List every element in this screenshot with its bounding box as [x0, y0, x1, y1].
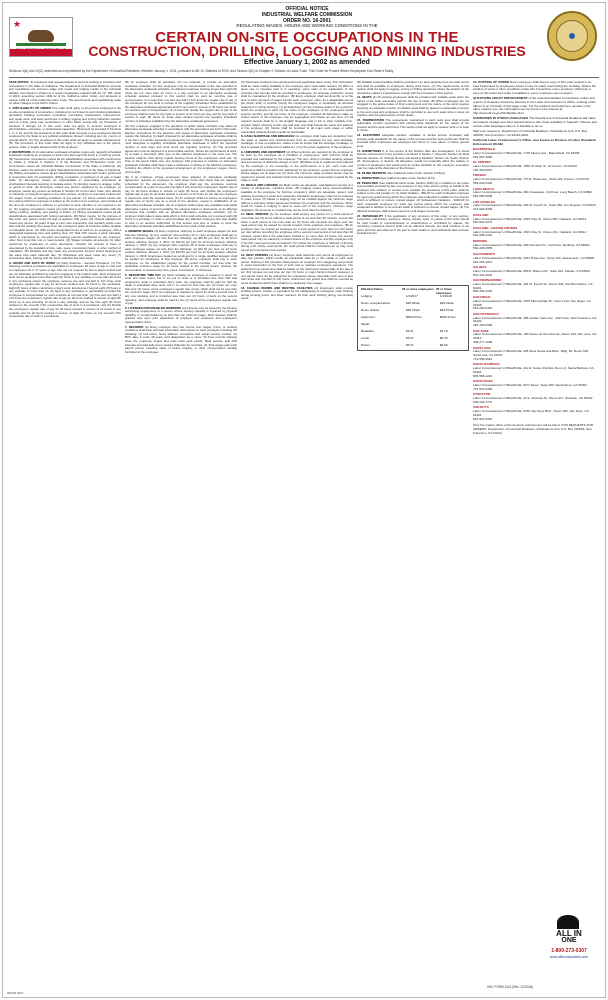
office-phone: 213-620-6330: [473, 207, 493, 212]
office-city: SACRAMENTO: [473, 252, 496, 257]
effective-date: Effective January 1, 2002 as amended: [244, 59, 370, 66]
logo-name-a: ALL IN: [556, 929, 582, 938]
office-city: SAN DIEGO: [473, 295, 491, 300]
office-phone: 510-622-3273: [473, 220, 493, 225]
article-paragraph: [125, 326, 237, 354]
office-city: REDDING: [473, 239, 488, 244]
article-heading: 13. CHANGE ROOMS AND RESTING FACILITIES: [241, 285, 313, 290]
flag-grass: [16, 43, 66, 46]
article-heading: 17. EXEMPTIONS: [357, 148, 382, 153]
poster-title-line-2: CONSTRUCTION, DRILLING, LOGGING AND MINING INDUSTRIES: [88, 43, 526, 59]
article-text: (D) Any employer engaged in the operation of public works contracts may adopt an alternative workweek schedule in accordance with the procedures set forth in this order. Election procedures for the adoption and repeal of alternative workweek schedules require the following: (1) Each proposal for an alternative workweek schedule shall be in the form of a written agreement proposed by the employer. The proposed agreement must designate a regularly scheduled alternative workweek in which the specified number of work days and work hours are regularly recurring. (2) The proposed agreement must be adopted in a secret ballot election, before the performance of work, by at least a two-thirds (2/3) vote of the affected employees in the work unit. The election shall be held during regular working hours at the employees' work site. (3) Prior to the secret ballot vote, any employer who proposes to institute an alternative workweek schedule shall have made a disclosure in writing to the affected employees, including the effects of the proposed arrangement on the employees' wages, hours, and benefits.: [125, 123, 237, 174]
article-heading: 11. MEAL PERIODS: [241, 212, 269, 217]
footer-code: IWC16 0117: [7, 991, 24, 995]
commission-name: INDUSTRIAL WELFARE COMMISSION: [261, 12, 353, 18]
article-text: (A) No employer shall employ any person for a work period of more than five (5) hours without a meal period of not less than 30 minutes, except that when a work period of not more than six (6) hours will complete the day's work the meal period may be waived by mutual consent of the employer and employee. (B) An employer may not employ an employee for a work period of more than ten (10) hours per day without providing the employee with a second meal period of not less than 30 minutes, except that if the total hours worked is no more than 12 hours, the second meal period may be waived by mutual consent of the employer and the employee only if the first meal period was not waived. (C) Unless the employee is relieved of all duty during a 30 minute meal period, the meal period shall be considered an on duty meal period and counted as time worked.: [241, 212, 353, 252]
office-phone: 415-703-5300: [473, 323, 493, 328]
article-text: If, in the opinion of the Division after due investigation, it is found that the enforcement of any provision contained in Section 7, Records; Section 12, Rest Periods; Section 13, Change Rooms and Resting Facilities; Section 14, Seats; Section 15, Temperature; or Section 16, Elevators, would not materially affect the welfare or comfort of employees and would work an undue hardship on the employer, exemption may be made at the discretion of the Division.: [357, 148, 469, 171]
posting-heading: 22. POSTING OF ORDER: [473, 81, 510, 84]
article-heading: 19. INSPECTION: [357, 175, 380, 180]
text-column-3: [241, 81, 353, 961]
article-paragraph: [241, 151, 353, 183]
article-text: (A) An alternative workweek schedule means any regularly scheduled workweek requiring an employee to work more than eight (8) hours in a 24-hour period. (B) Construction occupations means all job classifications associated with construction by Article 2, Chapter 9, Division 3 of the Business and Professions Code. (C) Commission means the Industrial Welfare Commission of the State of California. (D) Division means the Division of Labor Standards Enforcement of the State of California. (E) Drilling occupations means all job classifications associated with and/or performed in conjunction with, the exploration, drilling, completion, or workover of oil, gas, or water wells. (F) Emergency means an unpredictable or unavoidable occurrence at unscheduled intervals requiring immediate action. (G) Employ means to engage, suffer, or permit to work. (H) Employee means any person employed by an employer. (I) Employer means any person as defined in Section 18 of the Labor Code, who directly or indirectly, or through an agent or any other person, employs or exercises control over the wages, hours, or working conditions of any person. (J) Hours worked means the time during which an employee is subject to the control of an employer, and includes all the time the employee is suffered or permitted to work, whether or not required to do so. (K) Logging occupations means any work that is performed in conjunction with the felling, bucking, skidding, and yarding of timber. (L) Mining occupations means all job classifications associated with mining operations. (M) Minor means, for the purpose of this order, any person under the age of eighteen (18) years. (N) Outside salesperson means any person, 18 years of age or over, who customarily and regularly works more than half the working time away from the employer's place of business selling tangible or intangible items. (O) Shift means designated hours of work by an employee, with a designated beginning time and quitting time. (P) Split shift means a work schedule, which is interrupted by non-paid non-working periods established by the employer, other than bona fide rest or meal periods. (Q) Wages includes all amounts for labor performed by employees of every description, whether the amount is fixed or ascertained by the standard of time, task, piece, commission basis, or other method of calculation. (R) Workday and day mean any consecutive 24-hour period beginning at the same time each calendar day. (S) Workweek and week mean any seven (7) consecutive days, starting with the same calendar day each week.: [9, 149, 121, 261]
table-col-26: 26 or more employees: [402, 287, 434, 291]
table-cell: 1/1/2017: [406, 294, 418, 298]
office-address: Labor Commissioner's Office/DLSE, 1515 Clay St., Room 401, Oakland, CA 94612: [473, 229, 587, 234]
state-seal-icon: [547, 11, 597, 61]
office-phone: 530-225-2655: [473, 246, 493, 251]
article-paragraph: [125, 230, 237, 273]
footer-form-number: IWC FORM 1116 (Rev. 12/2016): [487, 985, 533, 989]
article-text: (A) Daily Overtime - General Provisions. (1) The following overtime provisions are applicable to employees 18 years of age or over and to employees 16 or 17 years of age who are not required by law to attend school and are not otherwise prohibited by law from engaging in the subject work. Such employees shall not be employed more than eight (8) hours in any workday or more than 40 hours in any workweek unless the employee receives one and one-half (1 1/2) times such employee's regular rate of pay for all hours worked over 40 hours in the workweek. Eight (8) hours of labor constitutes a day's work. Employment beyond eight (8) hours in any workday or more than six (6) days in any workweek is permissible provided the employee is compensated for such overtime at not less than: (a) One and one-half (1 1/2) times the employee's regular rate of pay for all hours worked in excess of eight (8) hours up to and including 12 hours in any workday, and for the first eight (8) hours worked on the seventh (7th) consecutive day of work in a workweek; and (b) Double the employee's regular rate of pay for all hours worked in excess of 12 hours in any workday and for all hours worked in excess of eight (8) hours on the seventh (7th) consecutive day of work in a workweek.: [9, 260, 121, 319]
questions-heading: QUESTIONS ABOUT ENFORCEMENT: [473, 96, 528, 101]
flag-star-icon: ★: [13, 19, 22, 29]
office-address: Labor Commissioner's Office/DLSE, 7718 Meany Ave., Bakersfield, CA 93308: [473, 150, 580, 155]
table-col-25: 25 or fewer employees: [436, 287, 452, 295]
all-in-one-logo: [543, 915, 595, 967]
article-text: Adequate elevator, escalator or similar service consistent with industry-wide standards for the nature of the process and the work performed shall be provided when employees are employed four floors or more above or below ground level.: [357, 133, 469, 148]
office-city: STOCKTON: [473, 392, 491, 397]
flag-bear-icon: [28, 30, 54, 42]
article-heading: 2. DEFINITIONS: [9, 149, 31, 154]
table-cell: $38.72/wk: [406, 308, 420, 312]
table-title: Effective Dates: [361, 287, 383, 291]
article-heading: 21. SEPARABILITY: [357, 213, 384, 218]
article-paragraph: [9, 107, 121, 150]
office-phone: 619-220-5451: [473, 306, 493, 311]
commissioner-heading: California Labor Commissioner's Office, also known as Division of Labor Standards Enforcement (DLSE): [473, 137, 597, 146]
table-row-label: Room shared: [361, 308, 380, 312]
article-paragraph: [357, 81, 469, 95]
article-heading: 9. UNIFORMS AND EQUIPMENT: [241, 149, 286, 154]
office-phone: 760-353-0607: [473, 167, 493, 172]
article-text: (A) Every employer who has control over wages, hours, or working conditions shall keep accurate information with respect to each employee including the following: (1) Full name, home address, occupation and social security number. (2) Birth date, if under 18 years, and designation as a minor. (3) Time records showing when the employee begins and ends each work period. Meal periods, split shift intervals and total daily hours worked shall also be recorded. (4) Total wages paid each payroll period, including value of board, lodging, or other compensation actually furnished to the employee.: [125, 324, 237, 354]
logo-mark-icon: [557, 915, 579, 929]
seal-inner: [556, 20, 588, 52]
article-text: (B) Suitable resting facilities shall be provided in an area separate from the toilet rooms and shall be available to employees during work hours. (C) The requirements of this section shall not apply to logging, mining or drilling operations where the location of the operations makes it impractical to comply with the provisions of this section.: [357, 81, 469, 95]
office-address: Labor Commissioner's Office/DLSE, 250 Hemsted Dr., 2nd Floor, Redding, CA 96002: [473, 242, 590, 247]
office-address: Labor Commissioner's Office/DLSE, 6150 Van Nuys Blvd., Room 206, Van Nuys, CA 91401: [473, 409, 589, 417]
office-city: VAN NUYS: [473, 405, 489, 410]
table-row-label: Breakfast: [361, 329, 374, 333]
article-heading: 12. REST PERIODS: [241, 252, 269, 257]
article-paragraph: [357, 182, 469, 214]
article-text: (A) Meal means an adequate, well-balanced serving of a variety of wholesome, nutritious foods. (B) Lodging means living accommodations available to the employee for full-time occupancy which are adequate, decent, and sanitary according to usual and customary standards. Employees shall not be required to share a bed. (C) Meals or lodging may not be credited against the minimum wage without a voluntary written agreement between the employer and the employee. When credit for meals or lodging is used to meet part of the employer's minimum wage obligation, the amounts so credited may not be more than the following:: [241, 182, 353, 212]
table-row-label: Lunch: [361, 336, 370, 340]
questions-text: of the Industrial Welfare Commission orders and reports of violations should be directed to the Labor Commissioner's Office. A listing of the offices is on the back of this wage order. For the address and telephone number of the office nearest you, the information can be found on the internet at http://www.dir.ca.gov/DLSE/dlse.html.: [473, 96, 596, 116]
article-text: If the application of any provision of this order, or any section, subsection, subdivision, sentence, clause, phrase, word, or portion of this order should be held invalid or unconstitutional or unauthorized or prohibited by statute, the remaining provisions thereof shall not be affected thereby, but shall continue to be given full force and effect as if the part so held invalid or unconstitutional had not been included herein.: [357, 213, 469, 236]
wage-order-poster: [2, 2, 606, 998]
article-paragraph: [357, 96, 469, 117]
article-heading: 4. MINIMUM WAGES: [125, 228, 154, 233]
office-address: Labor Commissioner's Office/DLSE, 455 Golden Gate Ave., 10th Floor, San Francisco, CA 94102: [473, 315, 597, 324]
office-phone: 209-948-7770: [473, 399, 493, 404]
table-cell: $6.99: [440, 343, 448, 347]
article-heading: 1. APPLICABILITY OF ORDER: [9, 106, 51, 111]
office-city: SANTA BARBARA: [473, 362, 500, 367]
article-paragraph: [9, 151, 121, 261]
office-city: SAN FRANCISCO: [473, 311, 499, 316]
article-text: (See California Labor Code, Section 1174): [380, 175, 435, 180]
closing-text: Only the master office of the dynamic enforcement will be listed. FOR REQUESTS FOR ORDERS: Department of Industrial Relations, Publications Unit, P.O. Box 420603, San Francisco, CA 94142: [473, 423, 594, 435]
header-divider: [9, 77, 599, 78]
office-city: FRESNO: [473, 173, 486, 178]
office-city: SANTA ROSA: [473, 379, 494, 384]
seal-center: [569, 33, 575, 39]
office-city: SANTA ANA: [473, 345, 491, 350]
article-paragraph: [357, 134, 469, 148]
office-phone: 510-285-2118: [473, 233, 493, 238]
article-text: To employers and representatives of persons working in industries and occupations in the State of California: The Department of Industrial Relations amends and republishes the minimum wage and meals and lodging credits in the Industrial Welfare Commission's Orders as a result of legislation enacted (AB 10, Ch. 351, Stats of 2013, amending section 1182.12 of the California Labor Code), and pursuant to section 1182.13 of the California Labor Code. The amendments and republishing make no other changes to the IWC's Orders.: [9, 81, 121, 106]
office-address: Labor Commissioner's Office/DLSE, 7575 Metropolitan Dr., Room 210, San Diego, CA 92108: [473, 298, 591, 307]
office-phone: 559-244-5340: [473, 180, 493, 185]
posting-text: Every employer shall keep a copy of this order posted in an area frequented by employees where it may be easily read during the workday. Where the location of work or other conditions make this impractical, every employer shall keep a copy of this order and make it available to every employee upon request.: [473, 81, 597, 96]
office-list: [473, 148, 597, 421]
table-row-label: Dinner: [361, 343, 370, 347]
article-text: The temperature maintained in each work area shall provide reasonable comfort consistent with industry-wide standards for the nature of the process and the work performed. This section shall not apply to outdoor work or to work in mines.: [357, 117, 469, 133]
article-heading: 10. MEALS AND LODGING: [241, 182, 278, 187]
article-text: (See California Labor Code, Section 1174(a)): [386, 171, 445, 176]
article-paragraph: [241, 287, 353, 301]
logo-name-b: ONE: [561, 937, 577, 944]
office-address: Labor Commissioner's Office/DLSE, 320 W. Fourth St., Suite 450, Los Angeles, CA 90013: [473, 203, 596, 208]
article-paragraph: [241, 81, 353, 134]
article-paragraph: [241, 135, 353, 149]
summaries-heading: SUMMARIES IN OTHER LANGUAGES: [473, 116, 529, 121]
article-paragraph: [125, 125, 237, 175]
article-text: (A) All working employees shall be provided with suitable seats when the nature of the work reasonably permits the use of seats. (B) When employees are not engaged in the active duties of their employment and the nature of the work requires standing, an adequate number of suitable seats shall be placed in reasonable proximity to the work area and employees shall be permitted to use such seats when it does not interfere with the performance of their duties.: [357, 95, 469, 118]
article-paragraph: [125, 81, 237, 124]
article-heading: 7. RECORDS: [125, 324, 144, 329]
office-city: BAKERSFIELD: [473, 147, 496, 152]
article-paragraph: [9, 81, 121, 106]
office-address: Labor Commissioner's Office/DLSE, 31 E. Channel St., Room 317, Stockton, CA 95202: [473, 396, 593, 401]
office-phone: 916-263-1811: [473, 259, 493, 264]
office-address: Labor Commissioner's Office/DLSE, 2031 Howe Ave., Suite 100, Sacramento, CA 95825: [473, 255, 595, 260]
office-city: SAN BERNARDINO: [473, 278, 502, 283]
article-paragraph: [357, 119, 469, 133]
article-paragraph: [241, 213, 353, 252]
article-heading: TAKE NOTICE:: [9, 81, 30, 84]
office-address: Labor Commissioner's Office/DLSE, 100 Paseo de San Antonio, Room 120, San Jose, CA 95113: [473, 332, 597, 341]
table-cell: $46.92/wk: [406, 301, 420, 305]
article-paragraph: [9, 262, 121, 319]
table-cell: $5.20: [440, 336, 448, 340]
article-text: (B) An employer shall be permitted, but not required, to provide an alternative workweek schedule. (C) Any employee may be compensated at the rate specified in the alternative workweek schedule. An affected employee working longer than eight (8) hours but not more than 12 hours in a day pursuant to an alternative workweek schedule adopted pursuant to this section shall be paid an overtime rate of compensation of no less than one and one-half (1 1/2) times the regular rate of pay of the employee for any work in excess of the regularly scheduled hours established by the alternative workweek agreement and for any work in excess of 40 hours per week. An overtime rate of compensation of no less than double the regular rate of pay of the employee shall be paid for any work in excess of 12 hours per day and for any work in excess of eight (8) hours on those days worked beyond the regularly scheduled number of workdays established by the alternative workweek agreement.: [125, 81, 237, 124]
article-text: This order shall apply to all persons employed in the on-site occupations of construction, including but not limited to work involving alteration, demolition, building, excavation, renovation, remodeling, maintenance, improvement, and repair work, and work performed in drilling, logging and mining industries whether paid on a time, piece rate, commission, or other basis, except that: (A) Provisions of Sections 3 through 12 of this order shall not apply to persons employed in administrative, executive, or professional capacities. (B) Except as provided in Sections 1, 2, 4, 10, and 20, the provisions of this order shall not apply to any employees directly employed by the State or any political subdivision thereof, including any city, county, or special district. (C) The provisions of this order shall not apply to outside salespersons. (D) The provisions of this order shall not apply to any individual who is the parent, spouse, child, or legally adopted child of the employer.: [9, 106, 121, 150]
article-paragraph: [125, 307, 237, 325]
article-text: (A) Every employer shall authorize and permit all employees to take rest periods, which insofar as practicable shall be in the middle of each work period. Nothing in this provision shall prevent an employer from staggering rest periods to avoid interruption in the flow of work and to maintain continuous operations. The authorized rest period time shall be based on the total hours worked daily at the rate of ten (10) minutes net rest time per four (4) hours or major fraction thereof. However, a rest period need not be authorized for employees whose total daily work time is less than three and one-half (3 1/2) hours. Authorized rest period time shall be counted as hours worked for which there shall be no deduction from wages.: [241, 252, 353, 286]
table-cell: 1/1/2018: [440, 294, 452, 298]
table-cell: $563.57/mo: [406, 315, 422, 319]
office-phone: 707-576-2362: [473, 386, 493, 391]
office-city: OAKLAND: [473, 212, 489, 217]
office-phone: 818-901-5315: [473, 416, 493, 421]
article-paragraph: [241, 184, 353, 212]
article-paragraph: [357, 150, 469, 171]
table-cell: $3.78: [440, 329, 448, 333]
article-paragraph: [357, 215, 469, 236]
table-cell: $590.37/mo: [440, 315, 456, 319]
article-heading: 8. CASH SHORTAGE AND BREAKAGE: [241, 134, 295, 139]
table-row-label: Lodging:: [361, 294, 373, 298]
article-heading: 20. PENALTIES: [357, 180, 378, 185]
office-phone: 805-568-1222: [473, 373, 493, 378]
office-phone: 562-590-5048: [473, 193, 493, 198]
office-address: Labor Commissioner's Office/DLSE, 1515 Clay St., Room 801, Oakland, CA 94612: [473, 216, 587, 221]
article-text: (A) A license may be issued by the Division authorizing employment of a person whose earning capacity is impaired by physical disability or mental deficiency at less than the minimum wage. Such licenses shall be granted only upon joint application of employer and employee and employee's representative if any.: [125, 305, 237, 325]
table-cell: $3.61: [406, 329, 414, 333]
office-city: LOS ANGELES: [473, 199, 496, 204]
article-heading: 6. LICENSES FOR DISABLED WORKERS: [125, 305, 182, 310]
article-text: (A) Employers shall provide suitable lockers, closets, or equivalent for the safekeeping of employees' outer clothing during working hours, and when required, for their work clothing during non-working hours.: [241, 285, 353, 301]
article-heading: 15. TEMPERATURE: [357, 117, 385, 122]
labor-commissioner-offices: [473, 81, 597, 961]
table-cell: $40.57/wk: [440, 308, 454, 312]
office-address: Labor Commissioner's Office/DLSE, 411 E. Canon Perdido, Room 3, Santa Barbara, CA 93101: [473, 366, 594, 374]
office-city: SALINAS: [473, 265, 487, 270]
table-row-label: Meals:: [361, 322, 370, 326]
office-address: Labor Commissioner's Office/DLSE, 950 E. Blanco Rd., Suite 204, Salinas, CA 93901: [473, 268, 591, 273]
table-cell: $4.97: [406, 336, 414, 340]
table-row-label: Apartment: [361, 315, 375, 319]
office-city: LONG BEACH: [473, 186, 494, 191]
flag-red-bar: [10, 49, 72, 56]
office-address: Labor Commissioner's Office/DLSE, 50 D Street, Suite 360, Santa Rosa, CA 95404: [473, 382, 587, 387]
office-city: SAN JOSE: [473, 328, 489, 333]
office-phone: 661-587-3060: [473, 154, 493, 159]
office-city: OAKLAND - HEADQUARTERS: [473, 225, 518, 230]
office-address: Labor Commissioner's Office/DLSE, 605 West Santa Ana Blvd., Bldg. 28, Room 625, Santa Ana, CA 92701: [473, 349, 590, 357]
meals-lodging-table: [357, 285, 469, 351]
article-heading: 18. FILING REPORTS: [357, 171, 387, 176]
office-phone: 831-443-3041: [473, 272, 493, 277]
office-phone: 909-383-4334: [473, 289, 493, 294]
article-text: (E) If an employer, whose employees have adopted an alternative workweek agreement, requires an employee to work fewer hours than those that are regularly scheduled by the agreement, the employer shall pay the employee overtime compensation at a rate of one and one-half (1 1/2) times the employee's regular rate of pay for all hours worked in excess of eight (8) hours, and double the employee's regular rate of pay for all hours worked in excess of 12 hours for the day the employee is required to work the reduced hours. (F) An employer shall not reduce an employee's regular rate of hourly pay as a result of the adoption, repeal or nullification of an alternative workweek schedule. (G) An employer shall explore any available reasonable alternative means of accommodating the religious belief or observance of an affected employee that conflicts with an adopted alternative workweek schedule. (H) An employer shall make a reasonable effort to find a work schedule not to exceed eight (8) hours in a workday, in order to accommodate any affected employee who was eligible to vote in an election authorized by this section and who is unable to work the alternative workweek schedule established as the result of that election.: [125, 174, 237, 229]
office-address: Labor Commissioner's Office/DLSE, 770 E. Shaw Ave., Suite 222, Fresno, CA 93710: [473, 177, 590, 182]
article-heading: 16. ELEVATORS: [357, 133, 381, 138]
article-heading: 14. SEATS: [357, 95, 372, 100]
california-flag-icon: [9, 17, 73, 57]
article-text: (5) Total hours worked in the payroll period and applicable rates of pay. This information shall be made readily available to the employee upon reasonable request. (6) When a piece rate or incentive plan is in operation, piece rates or an explanation of the incentive plan formula shall be provided to employees. An accurate production record shall be maintained by the employer. (B) Every employer shall semimonthly or at the time of each payment of wages furnish each employee, either as a detachable part of the check, draft, or voucher paying the employee's wages, or separately, an itemized statement in writing showing: (1) all deductions; (2) the inclusive dates of the period for which the employee is paid; (3) the name of the employee or the employee's social security number; and (4) the name of the employer, provided all deductions made on written orders of the employee may be aggregated and shown as one item. (C) All required records shall be in the English language and in ink or other indelible form, properly dated, showing month, day and year, and shall include the name and address of the employer. (D) Clocks shall be provided in all major work areas or within reasonable distance thereto insofar as practicable.: [241, 81, 353, 134]
logo-phone: 1-800-273-0307: [551, 948, 587, 954]
office-phone: 408-277-1266: [473, 339, 493, 344]
mail-request-text: Mail your request to: Department of Industrial Relations, Publications Unit, P.O. Box 420603, San Francisco, CA 94142-0603.: [473, 128, 588, 137]
article-text: (See California Labor Code, Section 1199) (A) In addition to any other civil penalties provided by law, any employer or any other person acting on behalf of the employer who violates, or causes to be violated, the provisions of this order, shall be subject to the civil penalty of: (1) Initial Violation - $50.00 for each underpaid employee for each pay period during which the employee was underpaid in addition to the amount which is sufficient to recover unpaid wages. (2) Subsequent Violations - $100.00 for each underpaid employee for each pay period during which the employee was underpaid in addition to an amount which is sufficient to recover unpaid wages. (3) The affected employee shall receive payment of all wages recovered.: [357, 180, 469, 213]
office-address: Labor Commissioner's Office/DLSE, 300 Oceangate, 3rd Floor, Long Beach, CA 90802: [473, 190, 592, 195]
article-text: (A) Each workday an employee is required to report for work and does report, but is not put to work or is furnished less than half said employee's usual or scheduled day's work, the employee shall be paid for half the usual or scheduled day's work, but in no event for less than two (2) hours nor more than four (4) hours, at the employee's regular rate of pay, which shall not be less than the minimum wage. (B) If an employee is required to report for work a second time in any one workday and is furnished less than two (2) hours of work on the second reporting, said employee shall be paid for two (2) hours at the employee's regular rate of pay.: [125, 272, 237, 306]
order-scope: REGULATING WAGES, HOURS AND WORKING CONDITIONS IN THE: [236, 23, 378, 28]
text-column-1: [9, 81, 121, 961]
order-number: ORDER NO. 16-2001: [282, 18, 332, 24]
office-address: Labor Commissioner's Office/DLSE, 1550 W. Main St., El Centro, CA 92243: [473, 164, 577, 169]
summaries-text: The Department of Industrial Relations will make summaries of wage and hour requirements in this Order available in Spanish, Chinese and certain other languages when it is feasible to do so.: [473, 116, 597, 128]
office-phone: 714-558-4910: [473, 356, 493, 361]
table-cell: $6.67: [406, 343, 414, 347]
table-cell: $49.19/wk: [440, 301, 454, 305]
official-notice: OFFICIAL NOTICE: [285, 6, 329, 12]
article-paragraph: [241, 254, 353, 286]
text-column-4: [357, 81, 469, 961]
article-paragraph: [125, 274, 237, 306]
article-heading: 5. REPORTING TIME PAY: [125, 272, 161, 277]
text-column-2: [125, 81, 237, 961]
poster-title-line-1: CERTAIN ON-SITE OCCUPATIONS IN THE: [155, 29, 459, 46]
office-city: EL CENTRO: [473, 160, 491, 165]
article-heading: 3. HOURS AND DAYS OF WORK: [9, 260, 56, 265]
article-paragraph: [125, 176, 237, 229]
table-row-label: Room occupied alone: [361, 301, 391, 305]
amendment-note: Sections 4(A) and 10(C) amended and republished by the Department of Industrial Relations, effective January 1, 2011, pursuant to AB 10, Statutes of 2010; and Section 3(D) of Chapter 4, Division of Labor Code. This Order for Posted Where Employees Can Read It Easily: [9, 69, 394, 73]
article-text: No employer shall make any deduction from the wage or require any reimbursement from an employee for any cash shortage, breakage, or loss of equipment, unless it can be shown that the shortage, breakage, or loss is caused by a dishonest or willful act, or by the gross negligence of the employee.: [241, 134, 353, 150]
poster-header: [3, 3, 605, 69]
article-text: (A) Every employer shall pay to each employee wages not less than the following: (1) Any employer who employs 26 or more employees shall pay to each employee wages not less than the following: (a) $10.50 per hour for all hours worked, effective January 1, 2017; (b) $11.00 per hour for all hours worked, effective January 1, 2018; (2) Any employer who employs 25 or fewer employees shall pay to each employee wages not less than the following: (a) $10.00 per hour for all hours worked, effective January 1, 2017; (b) $10.50 per hour for all hours worked, effective January 1, 2018. Employees treated as employed by a single qualified taxpayer shall be treated as employees of that taxpayer. (B) Every employer shall pay to each employee, on the established payday for the period involved, not less than the applicable minimum wage for all hours worked in the payroll period, whether the remuneration is measured by time, piece, commission, or otherwise.: [125, 228, 237, 272]
logo-website: www.allinoneposters.com: [549, 955, 589, 959]
article-text: (A) When uniforms are required by the employer to be worn by the employee as a condition of employment, such uniforms shall be provided and maintained by the employer. The term uniform includes wearing apparel and accessories of distinctive design or color. (B) When tools or equipment are required by the employer or are necessary to the performance of a job, such tools and equipment shall be provided and maintained by the employer, except that an employee whose wages are at least two (2) times the minimum wage provided herein may be required to provide and maintain hand tools and equipment customarily required by the trade or craft.: [241, 149, 353, 183]
office-address: Labor Commissioner's Office/DLSE, 464 W. Fourth St., Room 348, San Bernardino, CA 92401: [473, 282, 593, 290]
